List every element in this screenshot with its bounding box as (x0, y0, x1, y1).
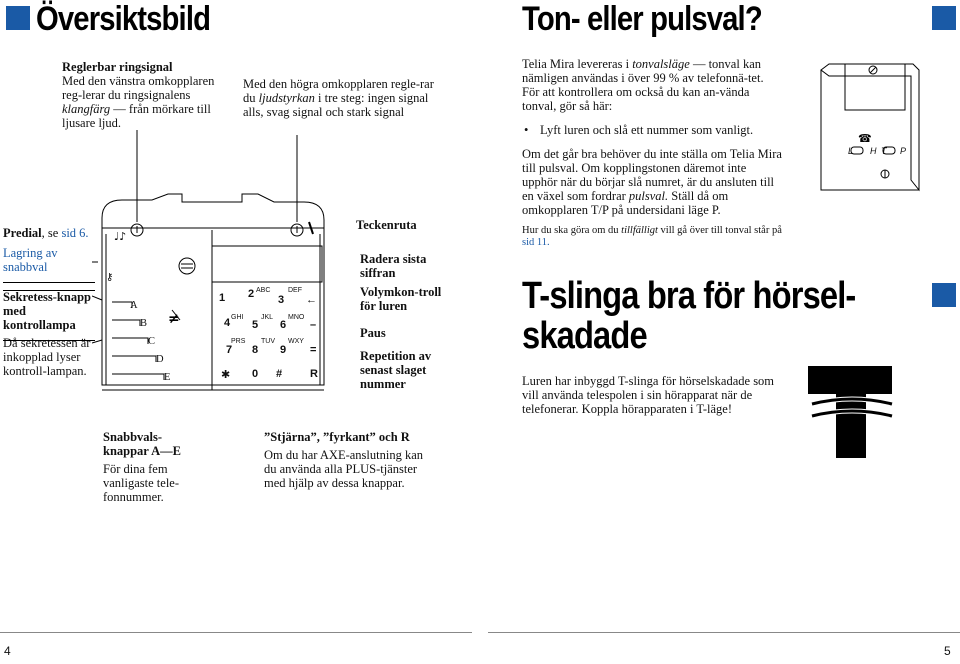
speeddial-heading: Snabbvals-knappar A—E (103, 430, 181, 458)
sidebar-notes (3, 226, 91, 378)
speeddial-letter-c: C (148, 336, 156, 347)
star-heading: ”Stjärna”, ”fyrkant” och R (264, 430, 410, 444)
star-text: Om du har AXE-anslutning kan du använda alla PLUS-tjänster med hjälp av dessa knappar. (264, 448, 424, 490)
keypad: ABC DEF GHI JKL MNO PRS TUV WXY (231, 287, 305, 345)
footer-rule-right (488, 632, 960, 633)
storage-note: Lagring av snabbval (3, 246, 58, 274)
key-6[interactable]: 6 (280, 319, 287, 331)
key-8[interactable]: 8 (252, 344, 259, 356)
tone-pulse-block (522, 57, 784, 249)
no-ring-icon: ≠ (168, 311, 180, 327)
key-2[interactable]: 2 (248, 288, 255, 300)
key-4[interactable]: 4 (224, 317, 231, 329)
speeddial-block (103, 430, 203, 504)
keypad-keys (214, 288, 334, 392)
speeddial-text: För dina fem vanligaste tele-fonnummer. (103, 462, 180, 504)
bullet-item: • Lyft luren och slå ett nummer som vanligt. (524, 123, 754, 137)
key-r[interactable]: R (310, 368, 318, 380)
key-volume[interactable]: – (310, 319, 317, 331)
key-0[interactable]: 0 (252, 368, 259, 380)
music-note-icon: ♩♪ (114, 230, 127, 243)
volume-block (243, 77, 443, 119)
key-star[interactable]: ✱ (221, 369, 231, 381)
intro-text: Telia Mira levereras i tonvalsläge — tonval kan nämligen användas i över 99 % av telefonnä-tet. För att kontrollera om också du kan an-vända tonval, gör så här: (522, 57, 764, 113)
predial-note: Predial, se sid 6. (3, 226, 89, 240)
sidebar-divider-3 (3, 340, 95, 341)
predial-link[interactable]: sid 6. (61, 226, 89, 240)
handset-icon: ☎ (858, 132, 872, 145)
secret-text: Då sekretessen är inkopplad lyser kontroll-lampan. (3, 336, 91, 378)
key-hash[interactable]: # (276, 368, 283, 380)
page-number-right: 5 (944, 644, 951, 658)
switch-label-l: L (848, 146, 854, 156)
tslinga-title: T-slinga bra för hörsel-skadade (522, 275, 856, 357)
speeddial-letter-e: E (164, 372, 171, 383)
key-3[interactable]: 3 (278, 294, 285, 306)
tslinga-block (522, 374, 782, 416)
speeddial-letter-b: B (140, 318, 148, 329)
tslinga-text: Luren har inbyggd T-slinga för hörselskadade som vill använda telespolen i sin hörapparat när de telefonerar. Koppla hörapparaten i T-läge! (522, 374, 775, 416)
speeddial-letter-a: A (130, 300, 138, 311)
speeddial-letter-d: D (156, 354, 164, 365)
callout-redial: Repetition av senast slaget nummer (360, 349, 432, 391)
callout-display: Teckenruta (356, 218, 417, 232)
callout-pause: Paus (360, 326, 386, 340)
key-9[interactable]: 9 (280, 344, 287, 356)
sidebar-divider-2 (3, 290, 95, 291)
secret-heading: Sekretess-knapp med kontrollampa (3, 290, 91, 332)
ringsignal-heading: Reglerbar ringsignal (62, 60, 173, 74)
key-1[interactable]: 1 (219, 292, 226, 304)
section-marker-right (932, 6, 956, 30)
page-title-left: Översiktsbild (36, 0, 211, 38)
key-5[interactable]: 5 (252, 319, 259, 331)
callout-volume-control: Volymkon-troll för luren (360, 285, 442, 313)
key-7[interactable]: 7 (226, 344, 233, 356)
switch-label-h: H (870, 146, 877, 156)
volume-text: Med den högra omkopplaren regle-rar du ljudstyrkan i tre steg: ingen signal alls, svag signal och stark signal (243, 77, 434, 119)
page-number-left: 4 (4, 644, 11, 658)
star-section-block (264, 430, 429, 490)
temp-tone-text: Hur du ska göra om du tillfälligt vill gå över till tonval står på sid 11. (522, 225, 782, 248)
key-pause[interactable]: = (310, 344, 317, 356)
temp-tone-link[interactable]: sid 11. (522, 237, 550, 248)
t-loop-icon (806, 364, 896, 460)
ringsignal-block (62, 60, 232, 130)
switch-label-p: P (900, 146, 907, 156)
key-icon: ⚷ (106, 272, 114, 283)
footer-rule-left (0, 632, 472, 633)
underside-diagram (815, 50, 925, 210)
section-marker-right-2 (932, 283, 956, 307)
callout-delete-last: Radera sista siffran (360, 252, 427, 280)
switch-label-t: T (881, 146, 887, 156)
page-title-right: Ton- eller pulsval? (522, 0, 762, 38)
sidebar-divider-1 (3, 282, 95, 283)
pulse-text: Om det går bra behöver du inte ställa om Telia Mira till pulsval. Om kopplingstonen däremot inte upphör när du börjar slå numret, är du ansluten till en växel som fordrar pulsval. Ställ då om omkopplaren T/P på undersidani läge P. (522, 147, 782, 217)
ringsignal-text: Med den vänstra omkopplaren reg-lerar du ringsignalens klangfärg — från mörkare till ljusare ljud. (62, 74, 215, 130)
key-delete[interactable]: ← (306, 294, 317, 306)
section-marker-left (6, 6, 30, 30)
